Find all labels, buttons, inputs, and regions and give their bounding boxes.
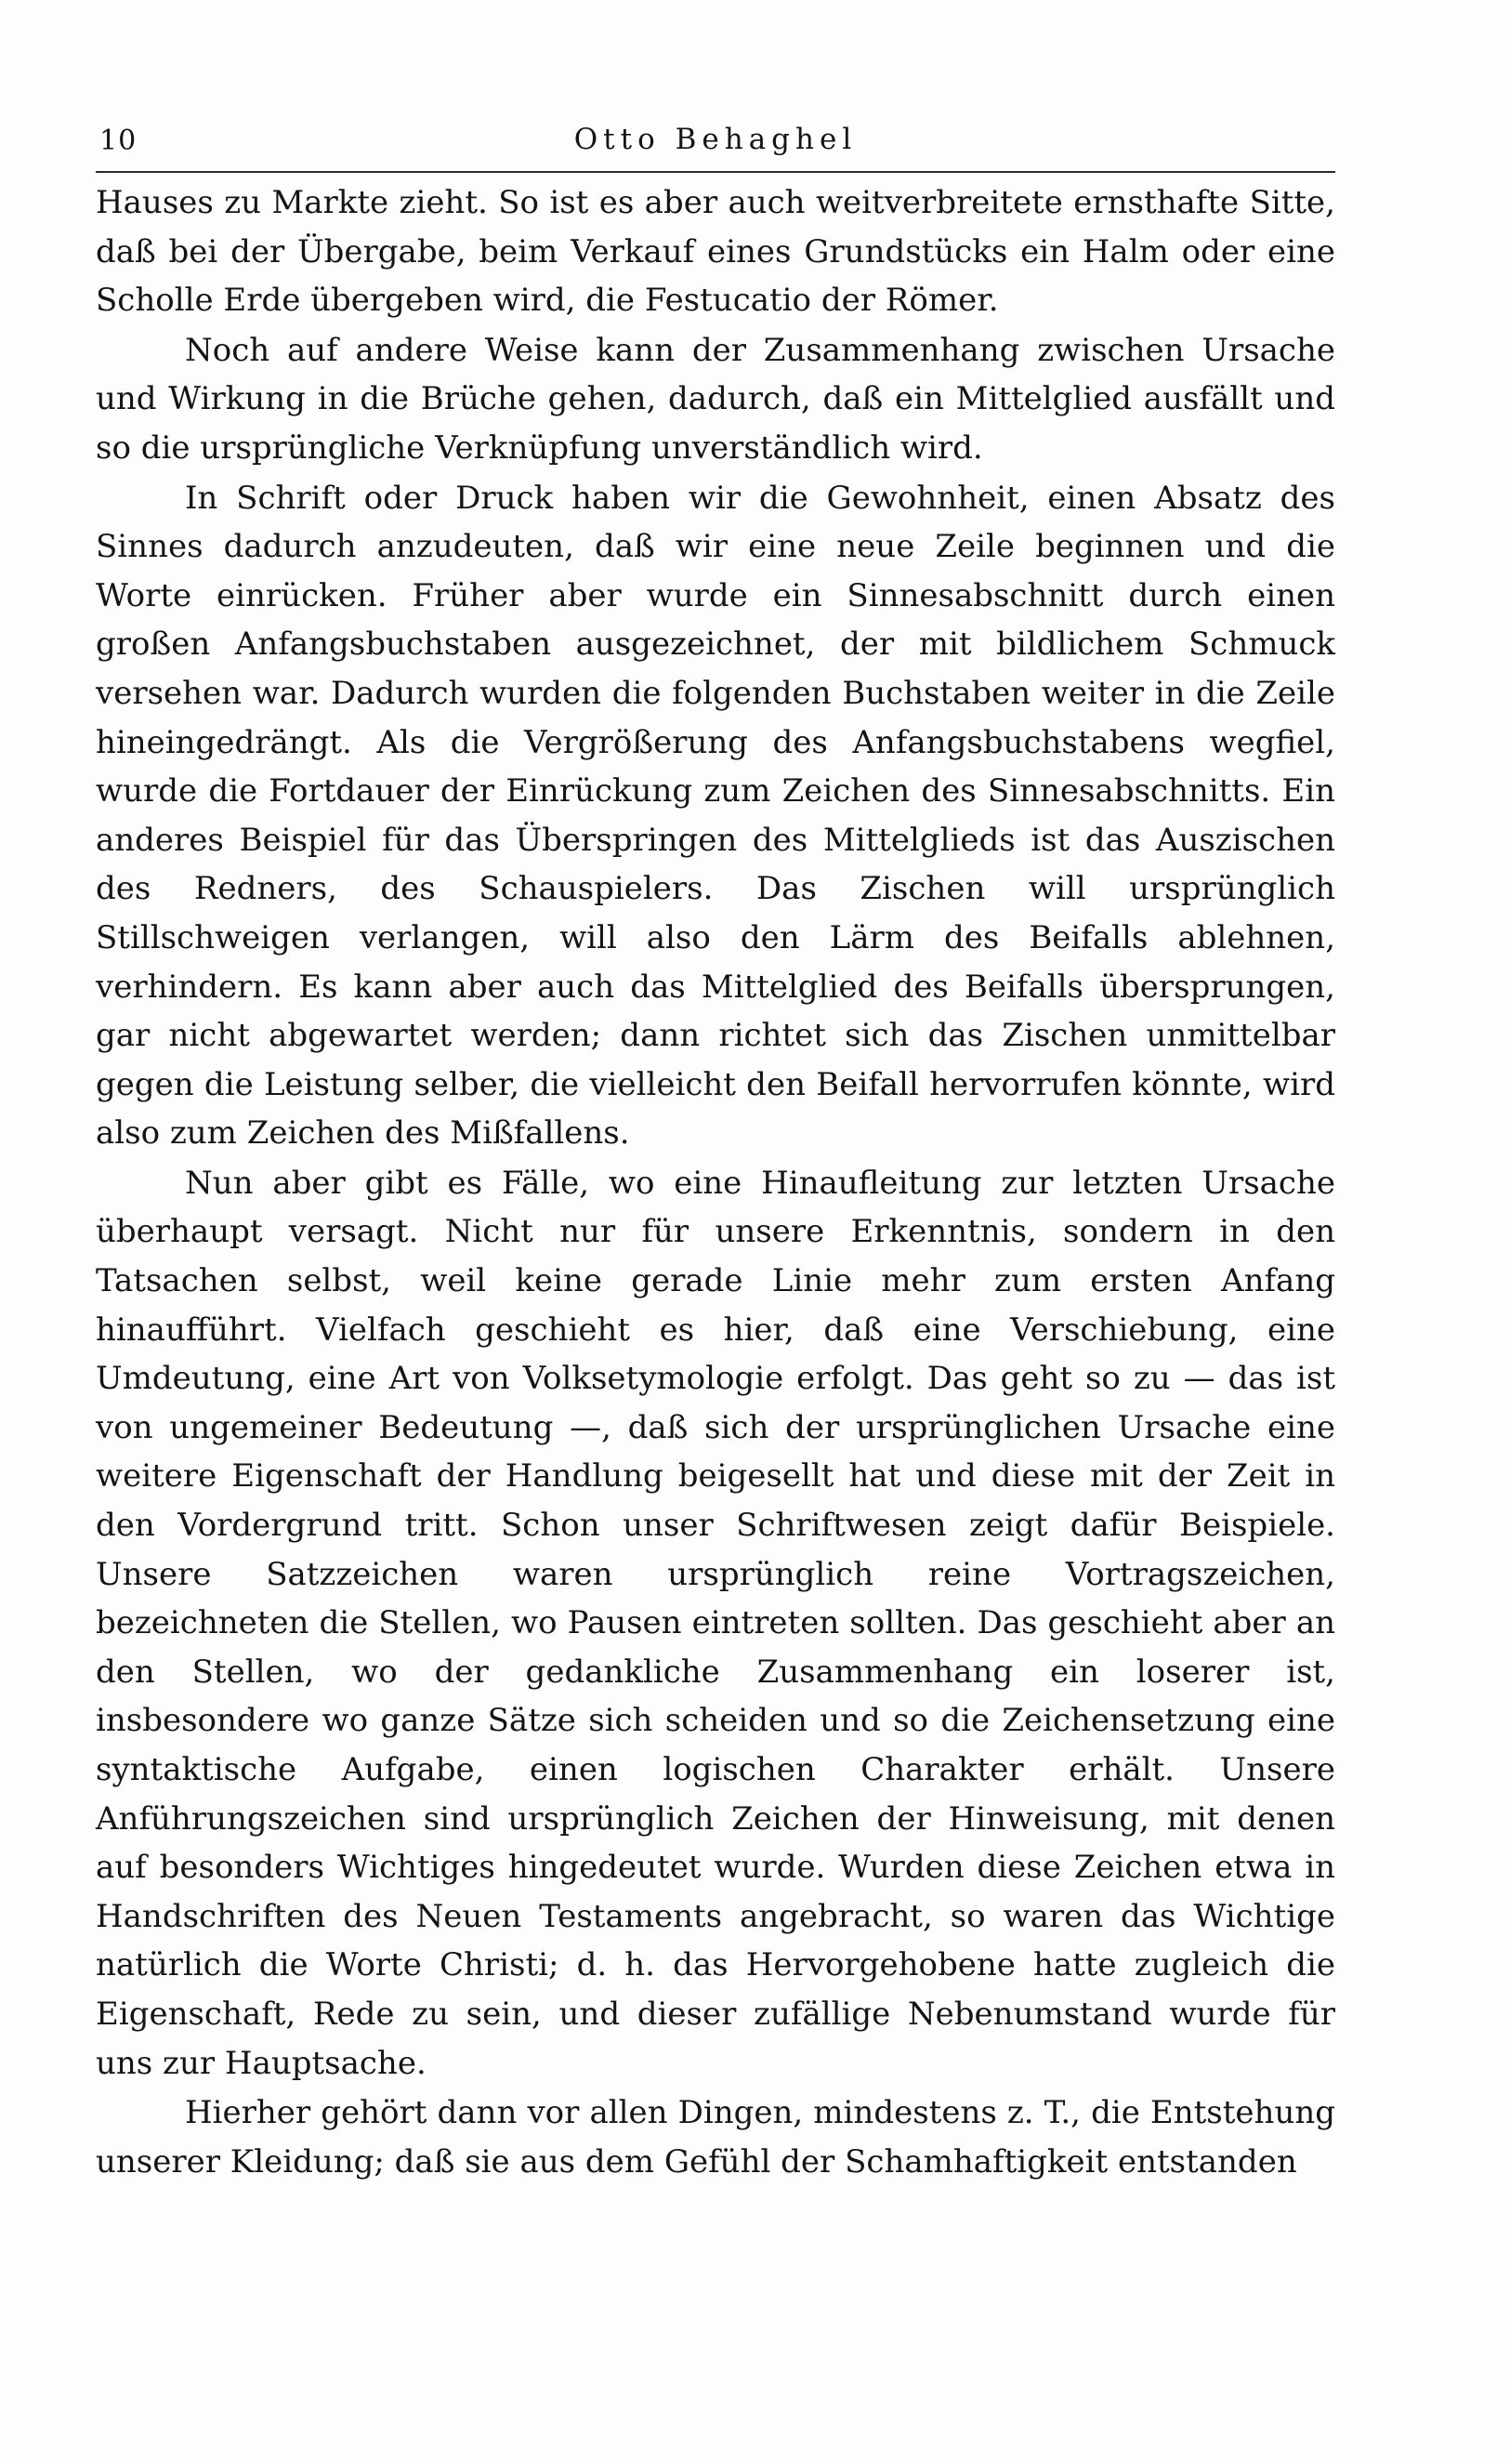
page-header <box>96 115 1335 173</box>
running-head-author: Otto Behaghel <box>573 123 858 156</box>
paragraph-continued: Hauses zu Markte zieht. So ist es aber auch weitverbreitete ernsthafte Sitte, daß bei der Übergabe, beim Verkauf eines Grundstücks ein Halm oder eine Scholle Erde übergeben wird, die Festucatio der Römer. <box>96 184 1335 320</box>
paragraph: Noch auf andere Weise kann der Zusammenhang zwischen Ursache und Wirkung in die Brüche gehen, dadurch, daß ein Mittelglied ausfällt und so die ursprüngliche Verknüpfung unverständlich wird. <box>96 331 1335 467</box>
paragraph: Nun aber gibt es Fälle, wo eine Hinaufleitung zur letzten Ursache überhaupt versagt. Nicht nur für unsere Erkenntnis, sondern in den Tatsachen selbst, weil keine gerade Linie mehr zum ersten Anfang hinaufführt. Vielfach geschieht es hier, daß eine Verschiebung, eine Umdeutung, eine Art von Volksetymologie erfolgt. Das geht so zu — das ist von ungemeiner Bedeutung —, daß sich der ursprünglichen Ursache eine weitere Eigenschaft der Handlung beigesellt hat und diese mit der Zeit in den Vordergrund tritt. Schon unser Schriftwesen zeigt dafür Beispiele. Unsere Satzzeichen waren ursprünglich reine Vortragszeichen, bezeichneten die Stellen, wo Pausen eintreten sollten. Das geschieht aber an den Stellen, wo der gedankliche Zusammenhang ein loserer ist, insbesondere wo ganze Sätze sich scheiden und so die Zeichensetzung eine syntaktische Aufgabe, einen logischen Charakter erhält. Unsere Anführungszeichen sind ursprünglich Zeichen der Hinweisung, mit denen auf besonders Wichtiges hingedeutet wurde. Wurden diese Zeichen etwa in Handschriften des Neuen Testaments angebracht, so waren das Wichtige natürlich die Worte Christi; d. h. das Hervorgehobene hatte zugleich die Eigenschaft, Rede zu sein, und dieser zufällige Nebenumstand wurde für uns zur Hauptsache. <box>96 1164 1335 2082</box>
paragraph: Hierher gehört dann vor allen Dingen, mindestens z. T., die Entstehung unserer Kleidung; daß sie aus dem Gefühl der Schamhaftigkeit entstanden <box>96 2094 1335 2181</box>
page-number: 10 <box>99 125 138 157</box>
paragraph: In Schrift oder Druck haben wir die Gewohnheit, einen Absatz des Sinnes dadurch anzudeuten, daß wir eine neue Zeile beginnen und die Worte einrücken. Früher aber wurde ein Sinnesabschnitt durch einen großen Anfangsbuchstaben ausgezeichnet, der mit bildlichem Schmuck versehen war. Dadurch wurden die folgenden Buchstaben weiter in die Zeile hineingedrängt. Als die Vergrößerung des Anfangsbuchstabens wegfiel, wurde die Fortdauer der Einrückung zum Zeichen des Sinnesabschnitts. Ein anderes Beispiel für das Überspringen des Mittelglieds ist das Auszischen des Redners, des Schauspielers. Das Zischen will ursprünglich Stillschweigen verlangen, will also den Lärm des Beifalls ablehnen, verhindern. Es kann aber auch das Mittelglied des Beifalls übersprungen, gar nicht abgewartet werden; dann richtet sich das Zischen unmittelbar gegen die Leistung selber, die vielleicht den Beifall hervorrufen könnte, wird also zum Zeichen des Mißfallens. <box>96 479 1335 1153</box>
body-text <box>96 178 1335 2186</box>
